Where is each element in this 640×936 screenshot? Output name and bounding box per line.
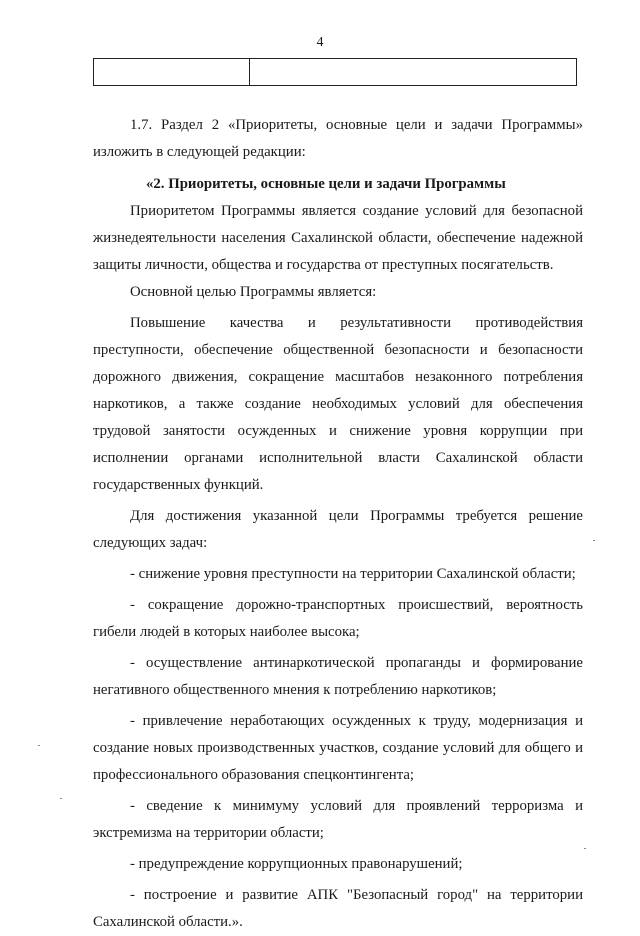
goal-paragraph: Повышение качества и результативности противодействия преступности, обеспечение общественной безопасности и безопасности дорожного движения, сокращение масштабов незаконного потребления наркотиков, а также создание необходимых условий для обеспечения трудовой занятости осужденных и снижение уровня коррупции при исполнении органами исполнительной власти Сахалинской области государственных функций.	[93, 315, 583, 493]
scan-speck	[60, 798, 62, 799]
task-item: - предупреждение коррупционных правонарушений;	[130, 856, 463, 872]
task-item: - сведение к минимуму условий для проявлений терроризма и экстремизма на территории области;	[93, 798, 583, 841]
table-cell	[94, 59, 250, 86]
tasks-intro: Для достижения указанной цели Программы требуется решение следующих задач:	[93, 508, 583, 551]
task-item: - сокращение дорожно-транспортных происшествий, вероятность гибели людей в которых наиболее высока;	[93, 597, 583, 640]
task-item: - снижение уровня преступности на территории Сахалинской области;	[130, 566, 576, 582]
goal-intro: Основной целью Программы является:	[130, 284, 377, 300]
amendment-intro: 1.7. Раздел 2 «Приоритеты, основные цели и задачи Программы» изложить в следующей редакции:	[93, 117, 583, 160]
scan-speck	[38, 745, 40, 746]
scan-speck	[593, 540, 595, 541]
section-heading: «2. Приоритеты, основные цели и задачи Программы	[146, 176, 506, 192]
scan-speck	[584, 848, 586, 849]
task-item: - привлечение неработающих осужденных к труду, модернизация и создание новых производственных участков, создание условий для общего и профессионального образования спецконтингента;	[93, 713, 583, 783]
priority-paragraph: Приоритетом Программы является создание условий для безопасной жизнедеятельности населения Сахалинской области, обеспечение надежной защиты личности, общества и государства от преступных посягательств.	[93, 203, 583, 273]
continuation-table	[93, 58, 577, 86]
page-number: 4	[316, 35, 324, 50]
table-row	[94, 59, 577, 86]
task-item: - осуществление антинаркотической пропаганды и формирование негативного общественного мнения к потреблению наркотиков;	[93, 655, 583, 698]
table-cell	[250, 59, 577, 86]
task-item: - построение и развитие АПК "Безопасный город" на территории Сахалинской области.».	[93, 887, 583, 930]
document-body	[93, 112, 583, 936]
